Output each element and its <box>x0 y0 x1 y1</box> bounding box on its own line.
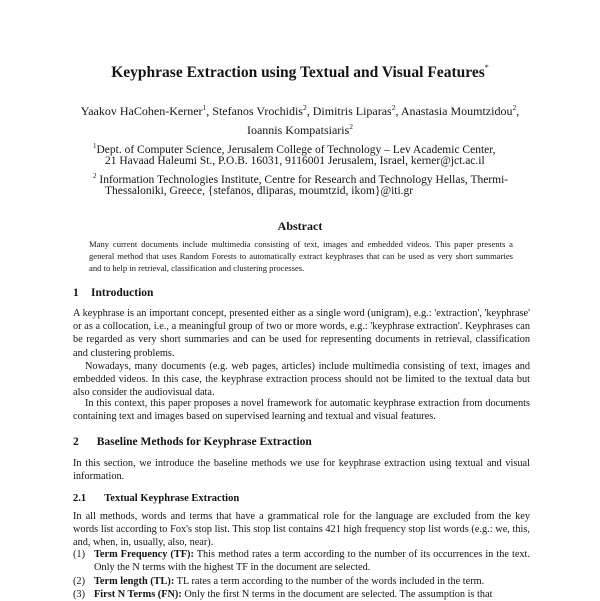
section-2-1-heading <box>73 493 239 504</box>
method-name: Term length (TL): <box>94 576 175 587</box>
section-2-heading <box>73 436 312 448</box>
author-affiliation-mark: 2 <box>302 103 307 112</box>
author-affiliation-mark: 2 <box>391 103 396 112</box>
section-title: Introduction <box>91 287 154 299</box>
author-name: Anastasia Moumtzidou <box>400 104 513 118</box>
affiliation-mark: 1 <box>93 142 97 150</box>
affiliation-text: Dept. of Computer Science, Jerusalem College of Technology – Lev Academic Center, <box>96 144 496 156</box>
intro-paragraph-2: Nowadays, many documents (e.g. web pages, articles) include multimedia consisting of text, images and embedded videos. In this case, the keyphrase extraction process should not be limited to the textual data but also consider the audiovisual data. <box>73 361 530 399</box>
method-description: Only the first N terms in the document are selected. The assumption is that <box>184 589 493 600</box>
abstract-text: Many current documents include multimedia consisting of text, images and embedded videos. This paper presents a general method that uses Random Forests to automatically extract keyphrases that can be used as very short summaries and to help in retrieval, classification and clustering processes. <box>89 239 513 273</box>
method-name: Term Frequency (TF): <box>94 549 194 560</box>
author-affiliation-mark: 1 <box>202 103 207 112</box>
section-title: Textual Keyphrase Extraction <box>104 493 240 504</box>
author-name: Yaakov HaCohen-Kerner <box>80 104 203 118</box>
affiliation-mark: 2 <box>93 172 97 180</box>
authors-line-2 <box>60 119 540 138</box>
method-number: (2) <box>73 576 86 587</box>
affiliation-text: Information Technologies Institute, Centre for Research and Technology Hellas, Thermi- <box>99 174 509 186</box>
section-number: 1 <box>73 287 79 299</box>
affiliation-1-line-2: 21 Havaad Haleumi St., P.O.B. 16031, 9116001 Jerusalem, Israel, kerner@jct.ac.il <box>105 155 485 167</box>
method-number: (1) <box>73 549 86 560</box>
method-description: TL rates a term according to the number of the words included in the term. <box>176 576 485 587</box>
paper-title <box>0 63 600 82</box>
affiliation-2-line-2: Thessaloniki, Greece, {stefanos, dliparas, moumtzid, ikom}@iti.gr <box>105 185 414 197</box>
method-name: First N Terms (FN): <box>94 589 182 600</box>
section-2-1-paragraph: In all methods, words and terms that have a grammatical role for the language are excluded from the key words list according to Fox's stop list. This stop list contains 421 high frequency stop list words (e.g.: we, this, and, when, in, usually, also, near). <box>73 511 530 549</box>
author-name: Ioannis Kompatsiaris <box>246 123 350 137</box>
method-number: (3) <box>73 589 86 600</box>
section-number: 2 <box>73 436 79 448</box>
author-list <box>60 100 540 138</box>
intro-paragraph-1: A keyphrase is an important concept, presented either as a single word (unigram), e.g.: 'extraction', 'keyphrase' or as a collocation, i.e., a meaningful group of two or more words, e.g.: 'keyphrase extraction'. Keyphrases can be regarded as very short summaries and can be used for representing documents in retrieval, classification and clustering problems. <box>73 308 530 359</box>
intro-paragraph-3: In this context, this paper proposes a novel framework for automatic keyphrase extraction from documents containing text and images based on supervised learning and textual and visual features. <box>73 398 530 423</box>
paper-title-text: Keyphrase Extraction using Textual and Visual Features <box>111 64 485 81</box>
title-footnote-mark: * <box>484 63 489 72</box>
section-2-paragraph: In this section, we introduce the baseline methods we use for keyphrase extraction using textual and visual information. <box>73 458 530 483</box>
author-affiliation-mark: 2 <box>512 103 517 112</box>
section-number: 2.1 <box>73 493 87 504</box>
authors-line-1: Yaakov HaCohen-Kerner$^1$, Stefanos Vrochidis$^2$, Dimitris Liparas$^2$, Anastasia Moumtzidou$^2$, <box>80 103 520 118</box>
method-description: This method rates a term according to the number of its occurrences in the text. Only the N terms with the highest TF in the document are selected. <box>94 549 530 574</box>
section-title: Baseline Methods for Keyphrase Extraction <box>96 436 312 448</box>
method-item <box>73 548 530 574</box>
author-name: Dimitris Liparas <box>312 104 392 118</box>
abstract-heading: Abstract <box>277 219 323 233</box>
method-item <box>73 575 530 588</box>
method-item <box>73 588 530 601</box>
author-name: Stefanos Vrochidis <box>212 104 303 118</box>
author-affiliation-mark: 2 <box>349 122 354 131</box>
section-1-heading <box>73 287 153 299</box>
